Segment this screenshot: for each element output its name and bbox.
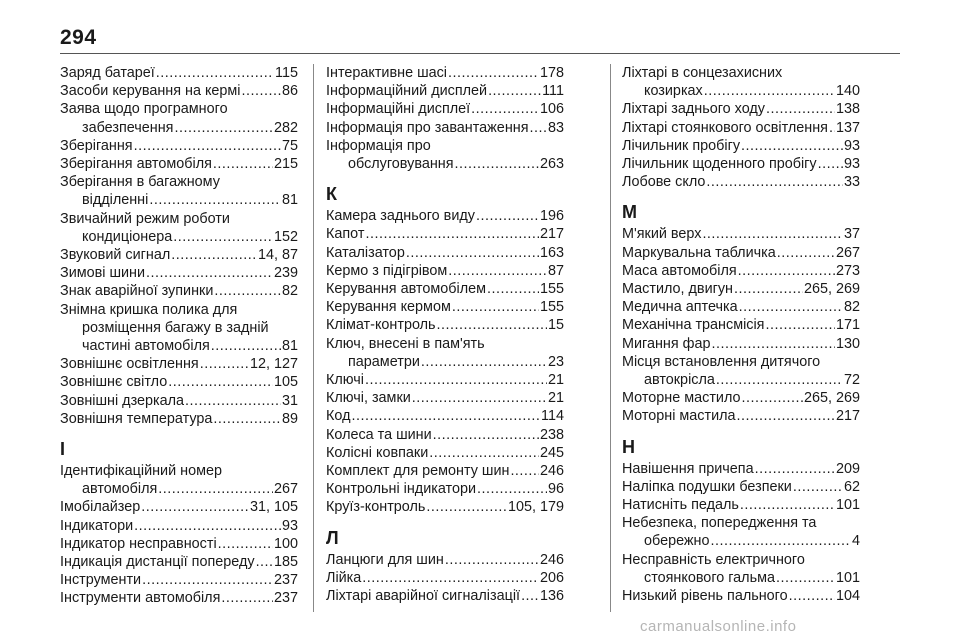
index-entry [60, 64, 298, 82]
entry-term: Зберігання [60, 137, 133, 154]
index-column-1 [60, 64, 298, 608]
entry-term: Інтерактивне шасі [326, 65, 448, 81]
leader-dots [765, 316, 835, 334]
leader-dots [766, 100, 835, 118]
index-entry [326, 82, 564, 100]
index-entry [326, 569, 564, 587]
entry-term: Зберігання автомобіля [60, 156, 212, 173]
entry-term: Наліпка подушки безпеки [622, 478, 792, 495]
page-reference[interactable]: 37 [843, 226, 860, 243]
index-entry [622, 389, 860, 407]
index-entry [60, 462, 298, 498]
page-reference[interactable]: 237 [273, 590, 298, 607]
entry-term: автокрісла [644, 372, 715, 389]
page-reference[interactable]: 75 [281, 137, 298, 154]
page-reference[interactable]: 82 [843, 299, 860, 316]
page-reference[interactable]: 93 [843, 137, 860, 154]
section-letter: Н [622, 436, 635, 457]
page-reference[interactable]: 87 [547, 262, 564, 279]
entry-term: Заява щодо програмного [60, 101, 228, 118]
entry-term: Клімат-контроль [326, 317, 436, 334]
entry-term: Ліхтарі стоянкового освітлення [622, 119, 828, 136]
entry-term: Зимові шини [60, 265, 146, 282]
leader-dots [213, 155, 273, 173]
index-entry [60, 355, 298, 373]
entry-term: Натисніть педаль [622, 497, 739, 514]
entry-term: Колеса та шини [326, 426, 432, 443]
page-reference[interactable]: 217 [835, 408, 860, 425]
page-reference[interactable]: 101 [835, 569, 860, 586]
leader-dots [156, 64, 274, 82]
leader-dots [734, 280, 803, 298]
entry-term: Низький рівень пального [622, 588, 788, 605]
leader-dots [716, 371, 843, 389]
entry-term: Медична аптечка [622, 299, 738, 316]
index-entry [326, 407, 564, 425]
leader-dots [211, 337, 281, 355]
entry-term: Несправність електричного [622, 551, 805, 568]
index-entry [60, 137, 298, 155]
page-reference[interactable]: 81 [281, 338, 298, 355]
leader-dots [200, 355, 249, 373]
leader-dots [256, 553, 273, 571]
page-reference[interactable]: 106 [539, 101, 564, 118]
page-reference[interactable]: 155 [539, 299, 564, 316]
entry-term: Індикація дистанції попереду [60, 554, 255, 571]
entry-term: Знімна кришка полика для [60, 301, 238, 318]
index-entry [622, 335, 860, 353]
leader-dots [755, 460, 835, 478]
index-entry [60, 246, 298, 264]
page-reference[interactable]: 140 [835, 83, 860, 100]
page-reference[interactable]: 93 [281, 517, 298, 534]
leader-dots [445, 551, 539, 569]
entry-term: Камера заднього виду [326, 208, 475, 225]
page-reference[interactable]: 33 [843, 174, 860, 191]
entry-term: Звичайний режим роботи [60, 210, 230, 227]
entry-term: обслуговування [348, 156, 454, 173]
page-reference[interactable]: 130 [835, 335, 860, 352]
index-entry [60, 392, 298, 410]
page-reference[interactable]: 185 [273, 554, 298, 571]
leader-dots [351, 407, 540, 425]
index-entry [622, 155, 860, 173]
leader-dots [168, 373, 273, 391]
entry-term: Каталізатор [326, 244, 405, 261]
leader-dots [711, 532, 851, 550]
page-reference[interactable]: 265, 269 [803, 281, 860, 298]
entry-term: М'який верх [622, 226, 702, 243]
index-entry [60, 535, 298, 553]
page-reference[interactable]: 15 [547, 317, 564, 334]
page-reference[interactable]: 263 [539, 156, 564, 173]
index-entry [326, 207, 564, 225]
leader-dots [742, 389, 803, 407]
index-entry [622, 551, 860, 587]
entry-term: Індикатори [60, 517, 134, 534]
index-entry [326, 426, 564, 444]
index-entry [326, 587, 564, 605]
entry-term: параметри [348, 353, 420, 370]
page-reference[interactable]: 196 [539, 208, 564, 225]
page-reference[interactable]: 155 [539, 281, 564, 298]
leader-dots [213, 410, 281, 428]
page-reference[interactable]: 14, 87 [257, 247, 298, 264]
leader-dots [185, 392, 281, 410]
section-letter: Л [326, 527, 339, 548]
leader-dots [365, 225, 539, 243]
leader-dots [793, 478, 843, 496]
entry-term: Ліхтарі заднього ходу [622, 101, 765, 118]
leader-dots [142, 571, 273, 589]
index-entry [326, 335, 564, 371]
entry-term: Ліхтарі аварійної сигналізації [326, 588, 521, 605]
index-entry [60, 498, 298, 516]
index-entry [622, 298, 860, 316]
leader-dots [712, 335, 835, 353]
entry-term: Ключ, внесені в пам'ять [326, 335, 485, 352]
page-reference[interactable]: 104 [835, 588, 860, 605]
index-entry [622, 173, 860, 191]
index-entry [326, 298, 564, 316]
index-entry [60, 173, 298, 209]
leader-dots [740, 496, 835, 514]
index-entry [60, 100, 298, 136]
section-letter: І [60, 439, 66, 460]
leader-dots [521, 587, 539, 605]
index-entry [60, 517, 298, 535]
index-column-2 [326, 64, 564, 605]
index-entry [326, 389, 564, 407]
page-reference[interactable]: 273 [835, 262, 860, 279]
leader-dots [476, 207, 539, 225]
section-letter: К [326, 184, 337, 205]
index-entry [622, 137, 860, 155]
page-reference[interactable]: 111 [542, 83, 564, 100]
entry-term: Керування кермом [326, 299, 451, 316]
leader-dots [488, 82, 541, 100]
entry-term: Мигання фар [622, 335, 711, 352]
page-reference[interactable]: 163 [539, 244, 564, 261]
entry-term: Лічильник пробігу [622, 137, 741, 154]
page-reference[interactable]: 114 [541, 408, 564, 425]
page-reference[interactable]: 93 [843, 156, 860, 173]
entry-term: Маса автомобіля [622, 262, 737, 279]
leader-dots [214, 282, 281, 300]
leader-dots [530, 119, 547, 137]
leader-dots [510, 462, 539, 480]
index-entry [622, 587, 860, 605]
entry-term: Кермо з підігрівом [326, 262, 448, 279]
page-reference[interactable]: 96 [547, 481, 564, 498]
leader-dots [412, 389, 547, 407]
index-entry [326, 100, 564, 118]
page-reference[interactable]: 105 [273, 374, 298, 391]
page-reference[interactable]: 31, 105 [249, 499, 298, 516]
leader-dots [221, 589, 273, 607]
page-reference[interactable]: 81 [281, 192, 298, 209]
index-entry [622, 407, 860, 425]
index-entry [60, 410, 298, 428]
page-reference[interactable]: 238 [539, 426, 564, 443]
entry-term: Маркувальна табличка [622, 244, 776, 261]
index-entry [622, 316, 860, 334]
index-entry [622, 460, 860, 478]
index-entry [326, 244, 564, 262]
index-entry [60, 155, 298, 173]
entry-term: Звуковий сигнал [60, 247, 171, 264]
page-reference[interactable]: 178 [539, 65, 564, 81]
index-entry [326, 262, 564, 280]
leader-dots [789, 587, 835, 605]
index-entry [326, 137, 564, 173]
header-rule [60, 53, 900, 54]
entry-term: Місця встановлення дитячого [622, 353, 821, 370]
index-entry [326, 371, 564, 389]
leader-dots [829, 119, 835, 137]
index-entry [622, 280, 860, 298]
page-reference[interactable]: 209 [835, 460, 860, 477]
index-entry [326, 480, 564, 498]
page-reference[interactable]: 72 [843, 372, 860, 389]
entry-term: Ключі [326, 372, 364, 389]
leader-dots [171, 246, 257, 264]
index-entry [622, 353, 860, 389]
page-reference[interactable]: 267 [273, 481, 298, 498]
page-reference[interactable]: 4 [851, 533, 860, 550]
index-entry [622, 225, 860, 243]
entry-term: Інформаційний дисплей [326, 83, 488, 100]
leader-dots [741, 137, 843, 155]
page-reference[interactable]: 31 [281, 392, 298, 409]
entry-term: козирках [644, 83, 703, 100]
leader-dots [477, 480, 547, 498]
index-entry [622, 100, 860, 118]
page-reference[interactable]: 245 [539, 444, 564, 461]
entry-term: Лійка [326, 569, 362, 586]
entry-term: Ланцюги для шин [326, 551, 444, 568]
leader-dots [437, 316, 547, 334]
index-entry [622, 244, 860, 262]
leader-dots [406, 244, 539, 262]
entry-term: Зовнішні дзеркала [60, 392, 185, 409]
index-entry [326, 498, 564, 516]
index-entry [60, 301, 298, 356]
index-entry [326, 119, 564, 137]
leader-dots [433, 426, 539, 444]
page-reference[interactable]: 21 [547, 372, 564, 389]
entry-term: Знак аварійної зупинки [60, 283, 214, 300]
page-reference[interactable]: 237 [273, 572, 298, 589]
page-reference[interactable]: 136 [539, 588, 564, 605]
entry-term: Інформаційні дисплеї [326, 101, 471, 118]
page-reference[interactable]: 12, 127 [249, 356, 298, 373]
entry-term: Зовнішня температура [60, 410, 213, 427]
index-entry [622, 478, 860, 496]
leader-dots [737, 407, 835, 425]
entry-term: Зовнішнє світло [60, 374, 168, 391]
entry-term: стоянкового гальма [644, 569, 775, 586]
entry-term: Контрольні індикатори [326, 481, 477, 498]
entry-term: обережно [644, 533, 710, 550]
page-reference[interactable]: 206 [539, 569, 564, 586]
entry-term: Небезпека, попередження та [622, 515, 817, 532]
leader-dots [455, 155, 539, 173]
leader-dots [738, 262, 835, 280]
leader-dots [146, 264, 273, 282]
leader-dots [702, 225, 843, 243]
leader-dots [777, 244, 835, 262]
page-reference[interactable]: 239 [273, 265, 298, 282]
page-reference[interactable]: 137 [835, 119, 860, 136]
page-reference[interactable]: 21 [547, 390, 564, 407]
leader-dots [158, 480, 273, 498]
entry-term: Індикатор несправності [60, 535, 217, 552]
leader-dots [174, 119, 273, 137]
page-reference[interactable]: 215 [273, 156, 298, 173]
entry-term: Зовнішнє освітлення [60, 356, 199, 373]
index-entry [60, 282, 298, 300]
page-reference[interactable]: 115 [275, 65, 298, 81]
page-reference[interactable]: 23 [547, 353, 564, 370]
entry-term: Ідентифікаційний номер [60, 463, 222, 480]
watermark: carmanualsonline.info [640, 618, 797, 635]
index-entry [60, 264, 298, 282]
index-entry [622, 514, 860, 550]
entry-term: Ключі, замки [326, 390, 411, 407]
entry-term: Інструменти автомобіля [60, 590, 221, 607]
page-reference[interactable]: 267 [835, 244, 860, 261]
entry-term: Лічильник щоденного пробігу [622, 156, 817, 173]
index-entry [60, 373, 298, 391]
entry-term: Моторне мастило [622, 390, 741, 407]
page-reference[interactable]: 265, 269 [803, 390, 860, 407]
index-entry [326, 225, 564, 243]
entry-term: Мастило, двигун [622, 281, 734, 298]
leader-dots [141, 498, 249, 516]
leader-dots [242, 82, 281, 100]
page-reference[interactable]: 86 [281, 83, 298, 100]
index-column-3 [622, 64, 860, 605]
leader-dots [706, 173, 843, 191]
index-entry [622, 119, 860, 137]
leader-dots [452, 298, 539, 316]
entry-term: розміщення багажу в задній [82, 319, 269, 336]
leader-dots [365, 371, 547, 389]
entry-term: Лобове скло [622, 174, 706, 191]
section-letter: М [622, 202, 637, 223]
page-reference[interactable]: 83 [547, 119, 564, 136]
index-entry [326, 551, 564, 569]
entry-term: Заряд батареї [60, 65, 155, 81]
index-entry [326, 462, 564, 480]
entry-term: Код [326, 408, 351, 425]
page-reference[interactable]: 171 [835, 317, 860, 334]
index-entry [326, 280, 564, 298]
leader-dots [149, 191, 281, 209]
page-reference[interactable]: 89 [281, 410, 298, 427]
leader-dots [134, 137, 281, 155]
page-number: 294 [60, 26, 97, 49]
page-reference[interactable]: 282 [273, 119, 298, 136]
leader-dots [426, 498, 507, 516]
leader-dots [776, 569, 835, 587]
entry-term: Капот [326, 226, 365, 243]
leader-dots [429, 444, 539, 462]
index-entry [60, 571, 298, 589]
index-entry [622, 262, 860, 280]
entry-term: Зберігання в багажному [60, 174, 220, 191]
page-reference[interactable]: 246 [539, 551, 564, 568]
leader-dots [421, 353, 547, 371]
page-reference[interactable]: 105, 179 [507, 499, 564, 516]
entry-term: Ліхтарі в сонцезахисних [622, 65, 783, 81]
page-reference[interactable]: 217 [539, 226, 564, 243]
entry-term: кондиціонера [82, 228, 173, 245]
entry-term: Інформація про завантаження [326, 119, 529, 136]
entry-term: Моторні мастила [622, 408, 736, 425]
entry-term: частині автомобіля [82, 338, 210, 355]
entry-term: Навішення причепа [622, 460, 754, 477]
leader-dots [218, 535, 273, 553]
leader-dots [173, 228, 273, 246]
index-entry [60, 553, 298, 571]
page-reference[interactable]: 138 [835, 101, 860, 118]
index-entry [622, 64, 860, 100]
page-reference[interactable]: 152 [273, 228, 298, 245]
page-reference[interactable]: 246 [539, 463, 564, 480]
entry-term: Механічна трансмісія [622, 317, 765, 334]
leader-dots [471, 100, 539, 118]
leader-dots [448, 262, 547, 280]
index-entry [60, 589, 298, 607]
page-reference[interactable]: 62 [843, 478, 860, 495]
index-entry [60, 210, 298, 246]
entry-term: Інструменти [60, 572, 142, 589]
page-reference[interactable]: 82 [281, 283, 298, 300]
entry-term: Колісні ковпаки [326, 444, 429, 461]
entry-term: Комплект для ремонту шин [326, 463, 510, 480]
entry-term: забезпечення [82, 119, 174, 136]
index-entry [60, 82, 298, 100]
leader-dots [134, 517, 281, 535]
column-divider [313, 64, 314, 612]
page-reference[interactable]: 101 [835, 497, 860, 514]
leader-dots [818, 155, 843, 173]
entry-term: відділенні [82, 192, 149, 209]
entry-term: Інформація про [326, 137, 431, 154]
column-divider [610, 64, 611, 612]
index-entry [326, 316, 564, 334]
index-entry [622, 496, 860, 514]
leader-dots [448, 64, 539, 82]
index-entry [326, 444, 564, 462]
index-entry [326, 64, 564, 82]
leader-dots [362, 569, 539, 587]
entry-term: Засоби керування на кермі [60, 83, 241, 100]
entry-term: Імобілайзер [60, 499, 141, 516]
leader-dots [487, 280, 539, 298]
leader-dots [704, 82, 835, 100]
entry-term: Круїз-контроль [326, 499, 426, 516]
entry-term: автомобіля [82, 481, 158, 498]
leader-dots [739, 298, 843, 316]
entry-term: Керування автомобілем [326, 281, 486, 298]
page-reference[interactable]: 100 [273, 535, 298, 552]
